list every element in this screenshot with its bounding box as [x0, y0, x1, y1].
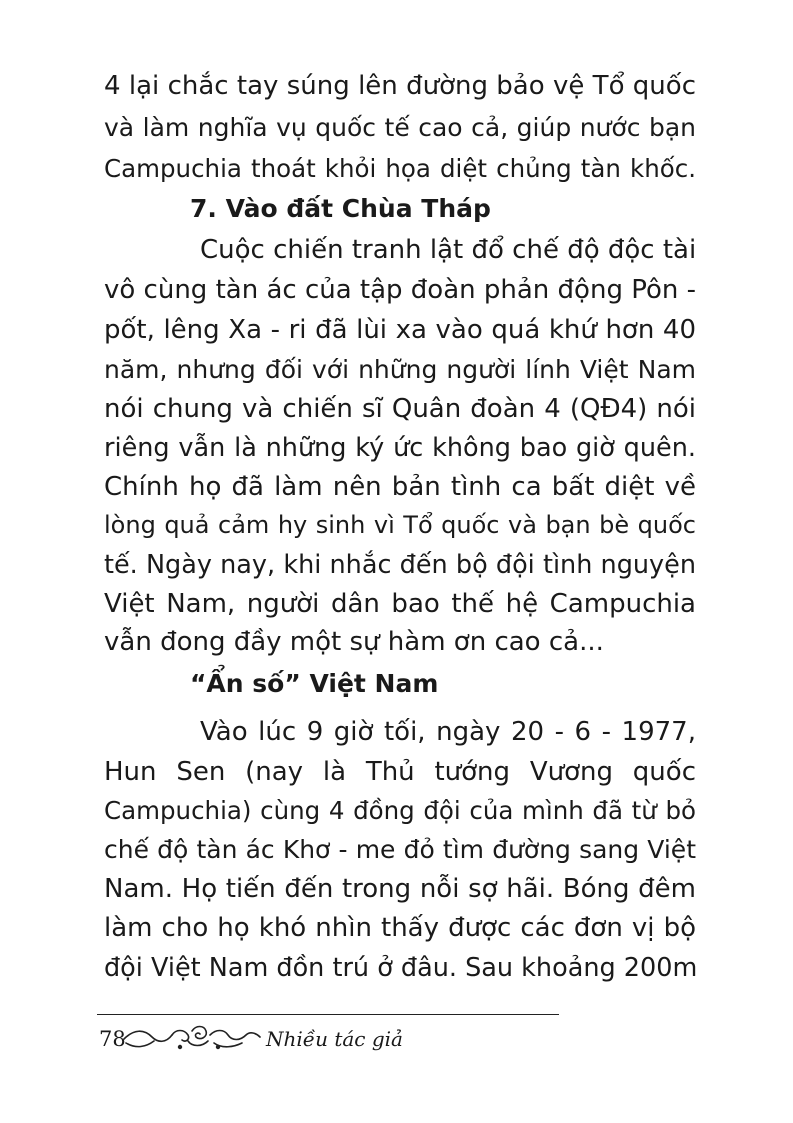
paragraph-line: Nam. Họ tiến đến trong nỗi sợ hãi. Bóng đêm	[104, 874, 696, 904]
paragraph-line: năm, nhưng đối với những người lính Việt Nam	[104, 355, 696, 384]
paragraph-line: Việt Nam, người dân bao thế hệ Campuchia	[104, 589, 696, 619]
paragraph-line: vô cùng tàn ác của tập đoàn phản động Pôn -	[104, 275, 696, 305]
paragraph-line: Campuchia) cùng 4 đồng đội của mình đã từ bỏ	[104, 796, 696, 825]
paragraph-line: nói chung và chiến sĩ Quân đoàn 4 (QĐ4) nói	[104, 394, 696, 424]
subsection-heading: “Ẩn số” Việt Nam	[190, 669, 439, 698]
paragraph-line: chế độ tàn ác Khơ - me đỏ tìm đường sang Việt	[104, 835, 696, 864]
paragraph-line: lòng quả cảm hy sinh vì Tổ quốc và bạn bè quốc	[104, 511, 696, 539]
footer-divider	[97, 1014, 559, 1015]
paragraph-line: vẫn đong đầy một sự hàm ơn cao cả...	[104, 627, 604, 657]
decorative-flourish-icon	[122, 1023, 262, 1053]
book-title: Nhiều tác giả	[266, 1027, 403, 1051]
paragraph-line: Campuchia thoát khỏi họa diệt chủng tàn khốc.	[104, 154, 696, 183]
paragraph-line: riêng vẫn là những ký ức không bao giờ quên.	[104, 433, 696, 463]
page-number: 78	[99, 1027, 126, 1051]
paragraph-line: Chính họ đã làm nên bản tình ca bất diệt về	[104, 472, 696, 502]
paragraph-line: tế. Ngày nay, khi nhắc đến bộ đội tình nguyện	[104, 550, 696, 580]
paragraph-line: Hun Sen (nay là Thủ tướng Vương quốc	[104, 757, 696, 787]
paragraph-line: Vào lúc 9 giờ tối, ngày 20 - 6 - 1977,	[200, 717, 696, 747]
paragraph-line: pốt, lêng Xa - ri đã lùi xa vào quá khứ hơn 40	[104, 315, 696, 345]
paragraph-line: đội Việt Nam đồn trú ở đâu. Sau khoảng 200m	[104, 953, 698, 983]
section-heading: 7. Vào đất Chùa Tháp	[190, 194, 491, 223]
paragraph-line: và làm nghĩa vụ quốc tế cao cả, giúp nước bạn	[104, 113, 696, 142]
paragraph-line: làm cho họ khó nhìn thấy được các đơn vị bộ	[104, 913, 696, 943]
paragraph-line: 4 lại chắc tay súng lên đường bảo vệ Tổ quốc	[104, 71, 696, 101]
paragraph-line: Cuộc chiến tranh lật đổ chế độ độc tài	[200, 235, 697, 265]
